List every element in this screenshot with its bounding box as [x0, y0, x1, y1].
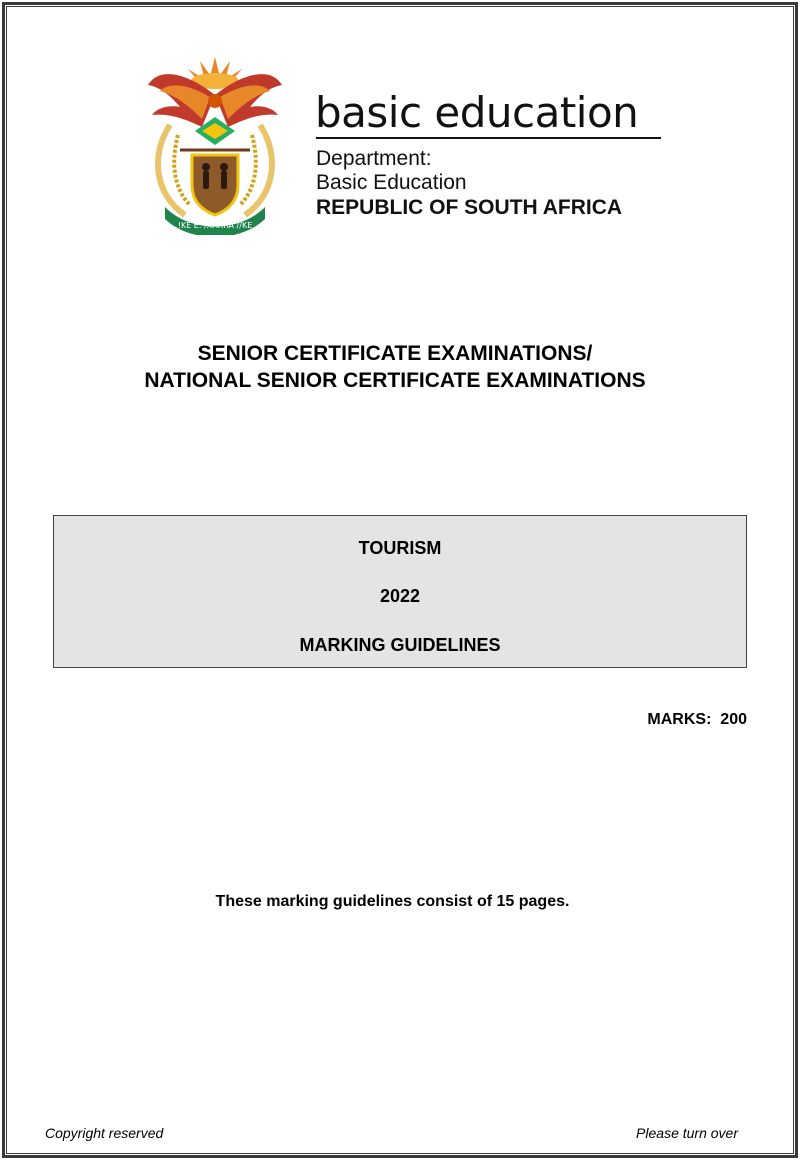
- country-name: REPUBLIC OF SOUTH AFRICA: [316, 196, 623, 219]
- document-type: MARKING GUIDELINES: [299, 635, 501, 655]
- subject-name: TOURISM: [358, 538, 442, 558]
- page-count-note: These marking guidelines consist of 15 pages.: [215, 893, 570, 910]
- total-marks: MARKS: 200: [647, 711, 747, 728]
- subject-box: [53, 515, 747, 668]
- exam-title-line2: NATIONAL SENIOR CERTIFICATE EXAMINATIONS: [144, 369, 646, 392]
- department-name: Basic Education: [316, 171, 467, 194]
- coat-of-arms-icon: [140, 55, 290, 235]
- exam-title-line1: SENIOR CERTIFICATE EXAMINATIONS/: [197, 342, 593, 365]
- copyright-footer: Copyright reserved: [45, 1125, 164, 1141]
- svg-text:!KE E: /XARRA //KE: !KE E: /XARRA //KE: [177, 221, 253, 230]
- turn-over-footer: Please turn over: [636, 1125, 738, 1141]
- brand-title: basic education: [315, 88, 639, 137]
- brand-underline: [316, 137, 661, 139]
- exam-year: 2022: [379, 586, 421, 606]
- department-label: Department:: [316, 147, 432, 170]
